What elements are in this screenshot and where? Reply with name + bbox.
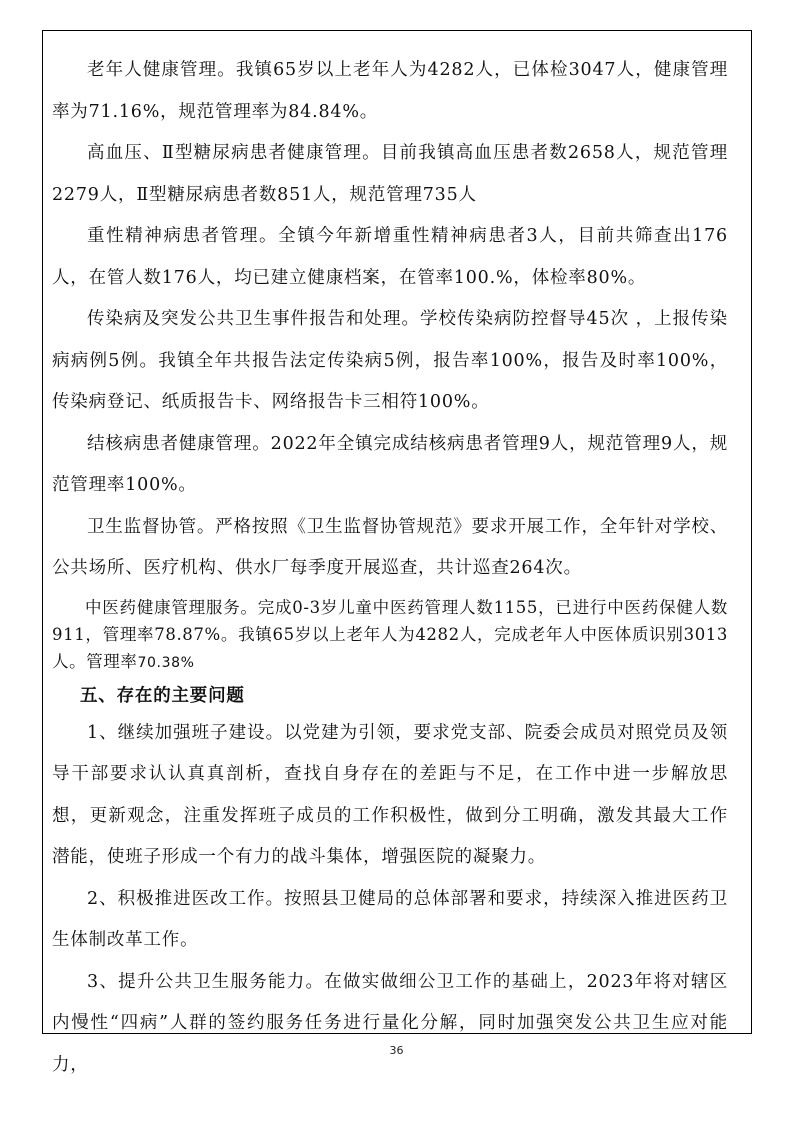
document-body xyxy=(52,50,728,1086)
section-heading: 五、存在的主要问题 xyxy=(80,685,245,706)
paragraph-leadership: 1、继续加强班子建设。以党建为引领，要求党支部、院委会成员对照党员及领导干部要求认认真真剖析，查找自身存在的差距与不足，在工作中进一步解放思想，更新观念，注重发挥班子成员的工作积极性，做到分工明确，激发其最大工作潜能，使班子形成一个有力的战斗集体，增强医院的凝聚力。 xyxy=(52,722,728,867)
page-number: 36 xyxy=(389,1044,404,1057)
paragraph-health-supervision: 卫生监督协管。严格按照《卫生监督协管规范》要求开展工作，全年针对学校、公共场所、医疗机构、供水厂每季度开展巡查，共计巡查264次。 xyxy=(52,516,728,578)
paragraph-infectious-disease: 传染病及突发公共卫生事件报告和处理。学校传染病防控督导45次 ，上报传染病病例5例。我镇全年共报告法定传染病5例，报告率100%，报告及时率100%，传染病登记、纸质报告卡、网络报告卡三相符100%。 xyxy=(52,309,728,412)
paragraph-tcm-health xyxy=(52,594,728,677)
paragraph-mental-illness: 重性精神病患者管理。全镇今年新增重性精神病患者3人，目前共筛查出176人，在管人数176人，均已建立健康档案，在管率100.%，体检率80%。 xyxy=(52,226,728,288)
paragraph-hypertension-diabetes: 高血压、Ⅱ型糖尿病患者健康管理。目前我镇高血压患者数2658人，规范管理2279人，Ⅱ型糖尿病患者数851人，规范管理735人 xyxy=(52,143,728,205)
paragraph-tuberculosis: 结核病患者健康管理。2022年全镇完成结核病患者管理9人，规范管理9人，规范管理率100%。 xyxy=(52,433,728,495)
tcm-rate: 70.38% xyxy=(137,654,195,671)
tcm-text: 中医药健康管理服务。完成0-3岁儿童中医药管理人数1155，已进行中医药保健人数911，管理率78.87%。我镇65岁以上老年人为4282人，完成老年人中医体质识别3013人。管理率 xyxy=(52,597,728,671)
paragraph-elderly-health: 老年人健康管理。我镇65岁以上老年人为4282人，已体检3047人，健康管理率为71.16%，规范管理率为84.84%。 xyxy=(52,60,728,122)
paragraph-public-health: 3、提升公共卫生服务能力。在做实做细公卫工作的基础上，2023年将对辖区内慢性“四病”人群的签约服务任务进行量化分解，同时加强突发公共卫生应对能力， xyxy=(52,971,728,1075)
paragraph-medical-reform: 2、积极推进医改工作。按照县卫健局的总体部署和要求，持续深入推进医药卫生体制改革工作。 xyxy=(52,888,728,950)
